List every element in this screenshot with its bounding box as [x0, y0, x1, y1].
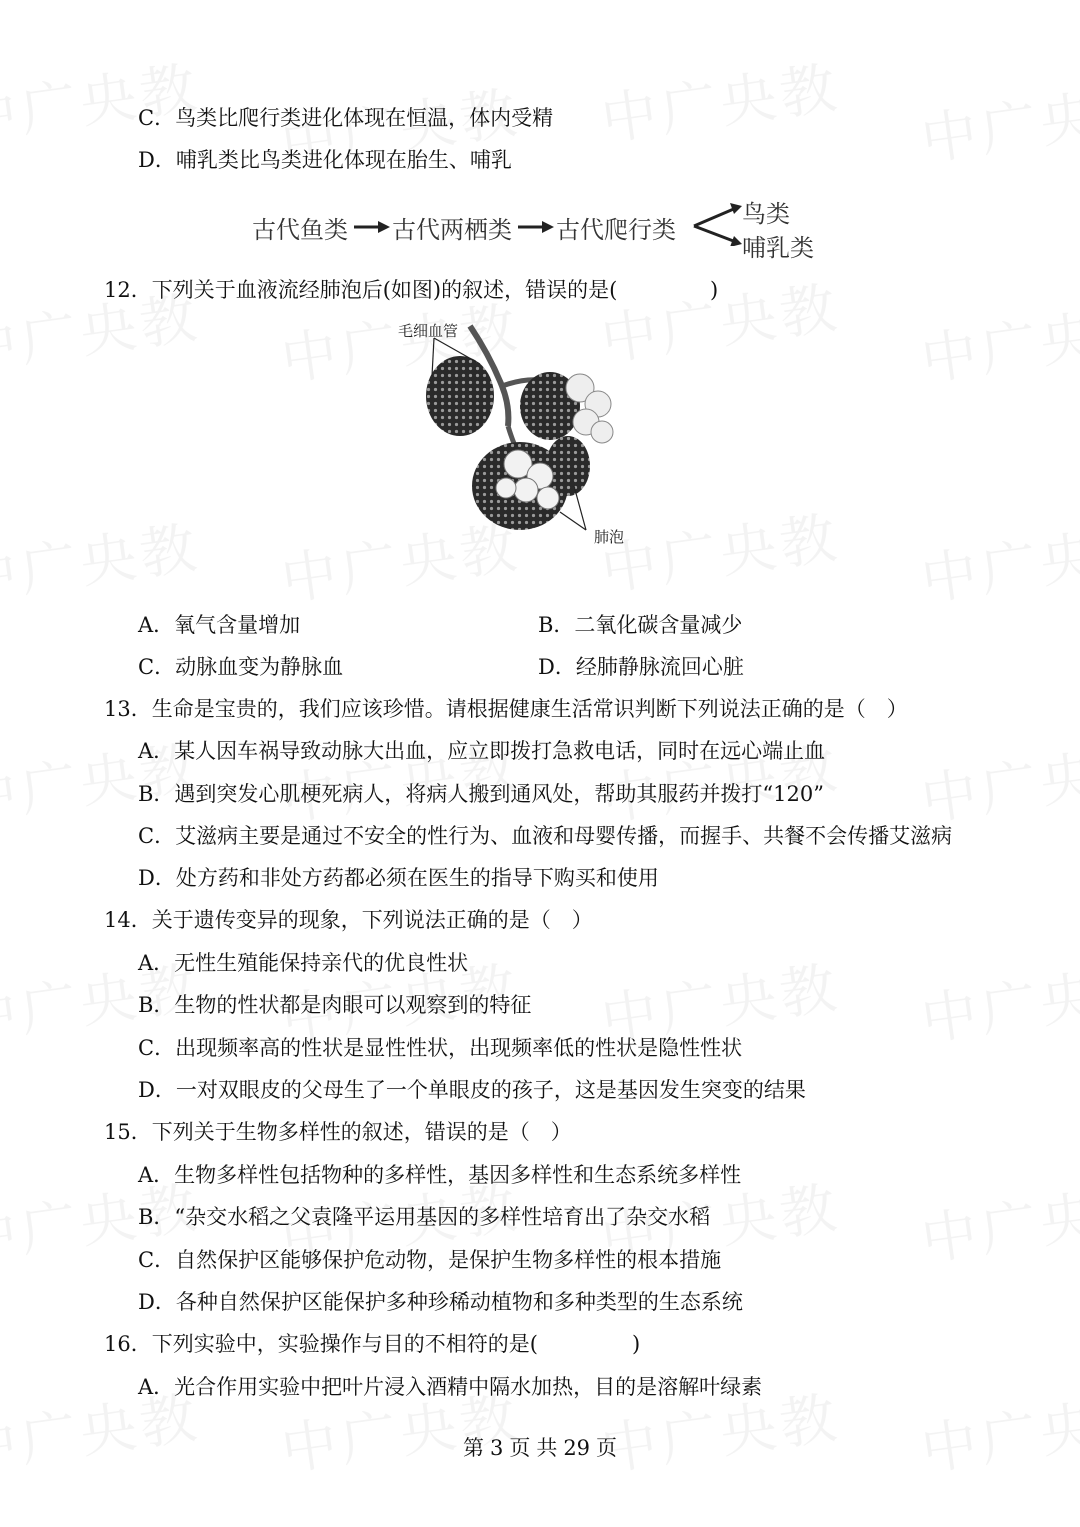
q13-option-d: D．处方药和非处方药都必须在医生的指导下购买和使用 [138, 866, 659, 890]
q14-option-c: C．出现频率高的性状是显性性状，出现频率低的性状是隐性性状 [138, 1036, 743, 1060]
q12-option-b: B．二氧化碳含量减少 [538, 613, 743, 637]
q16-paren-close: ) [632, 1332, 641, 1356]
label-alveolus: 肺泡 [594, 528, 625, 546]
evolution-diagram [252, 194, 832, 262]
footer-page-word: 页 [509, 1436, 531, 1460]
alveoli-illustration [390, 316, 650, 552]
alveoli-figure [390, 316, 650, 552]
q15-option-c: C．自然保护区能够保护危动物，是保护生物多样性的根本措施 [138, 1248, 722, 1272]
stage-ancient-amphibian: 古代两栖类 [392, 216, 512, 244]
q16-option-a: A．光合作用实验中把叶片浸入酒精中隔水加热，目的是溶解叶绿素 [138, 1375, 763, 1399]
page-footer [0, 1432, 1080, 1462]
q14-option-b: B．生物的性状都是肉眼可以观察到的特征 [138, 993, 532, 1017]
watermark [916, 1374, 1080, 1487]
q11-option-c: C．鸟类比爬行类进化体现在恒温，体内受精 [138, 106, 554, 130]
watermark [0, 44, 204, 157]
watermark [916, 284, 1080, 397]
footer-total-word: 共 [536, 1436, 558, 1460]
q13-option-c: C．艾滋病主要是通过不安全的性行为、血液和母婴传播，而握手、共餐不会传播艾滋病 [138, 824, 953, 848]
q12-option-d: D．经肺静脉流回心脏 [538, 655, 744, 679]
watermark [916, 64, 1080, 177]
q13-option-b: B．遇到突发心肌梗死病人，将病人搬到通风处，帮助其服药并拨打“120” [138, 782, 824, 806]
branch-birds: 鸟类 [742, 200, 790, 228]
watermark [916, 1164, 1080, 1277]
q14-option-a: A．无性生殖能保持亲代的优良性状 [138, 951, 469, 975]
q13-stem: 13．生命是宝贵的，我们应该珍惜。请根据健康生活常识判断下列说法正确的是（ ） [104, 697, 908, 721]
footer-page-number: 3 [489, 1436, 504, 1460]
q13-option-a: A．某人因车祸导致动脉大出血，应立即拨打急救电话，同时在远心端止血 [138, 739, 826, 763]
q11-option-d: D．哺乳类比鸟类进化体现在胎生、哺乳 [138, 148, 512, 172]
q15-option-d: D．各种自然保护区能保护多种珍稀动植物和多种类型的生态系统 [138, 1290, 743, 1314]
branch-mammals: 哺乳类 [742, 234, 814, 262]
watermark [916, 944, 1080, 1057]
watermark [916, 724, 1080, 837]
q12-stem: 12．下列关于血液流经肺泡后(如图)的叙述，错误的是( [104, 278, 618, 302]
watermark [0, 504, 204, 617]
q14-stem: 14．关于遗传变异的现象，下列说法正确的是（ ） [104, 908, 593, 932]
q16-stem: 16．下列实验中，实验操作与目的不相符的是( [104, 1332, 538, 1356]
label-capillary: 毛细血管 [398, 322, 459, 340]
arrow-right-icon [518, 220, 554, 234]
footer-total-pages: 29 [563, 1436, 591, 1460]
stage-ancient-fish: 古代鱼类 [252, 216, 348, 244]
q12-option-a: A．氧气含量增加 [138, 613, 301, 637]
q15-option-b: B．“杂交水稻之父袁隆平运用基因的多样性培育出了杂交水稻 [138, 1205, 711, 1229]
footer-prefix: 第 [462, 1436, 484, 1460]
footer-suffix: 页 [596, 1436, 618, 1460]
watermark [916, 504, 1080, 617]
branch-arrow-icon [692, 202, 742, 246]
q14-option-d: D．一对双眼皮的父母生了一个单眼皮的孩子，这是基因发生突变的结果 [138, 1078, 806, 1102]
arrow-right-icon [354, 220, 390, 234]
q15-option-a: A．生物多样性包括物种的多样性，基因多样性和生态系统多样性 [138, 1163, 742, 1187]
stage-ancient-reptile: 古代爬行类 [556, 216, 676, 244]
q12-paren-close: ) [710, 278, 719, 302]
q12-option-c: C．动脉血变为静脉血 [138, 655, 344, 679]
watermark [596, 44, 845, 157]
q15-stem: 15．下列关于生物多样性的叙述，错误的是（ ） [104, 1120, 572, 1144]
